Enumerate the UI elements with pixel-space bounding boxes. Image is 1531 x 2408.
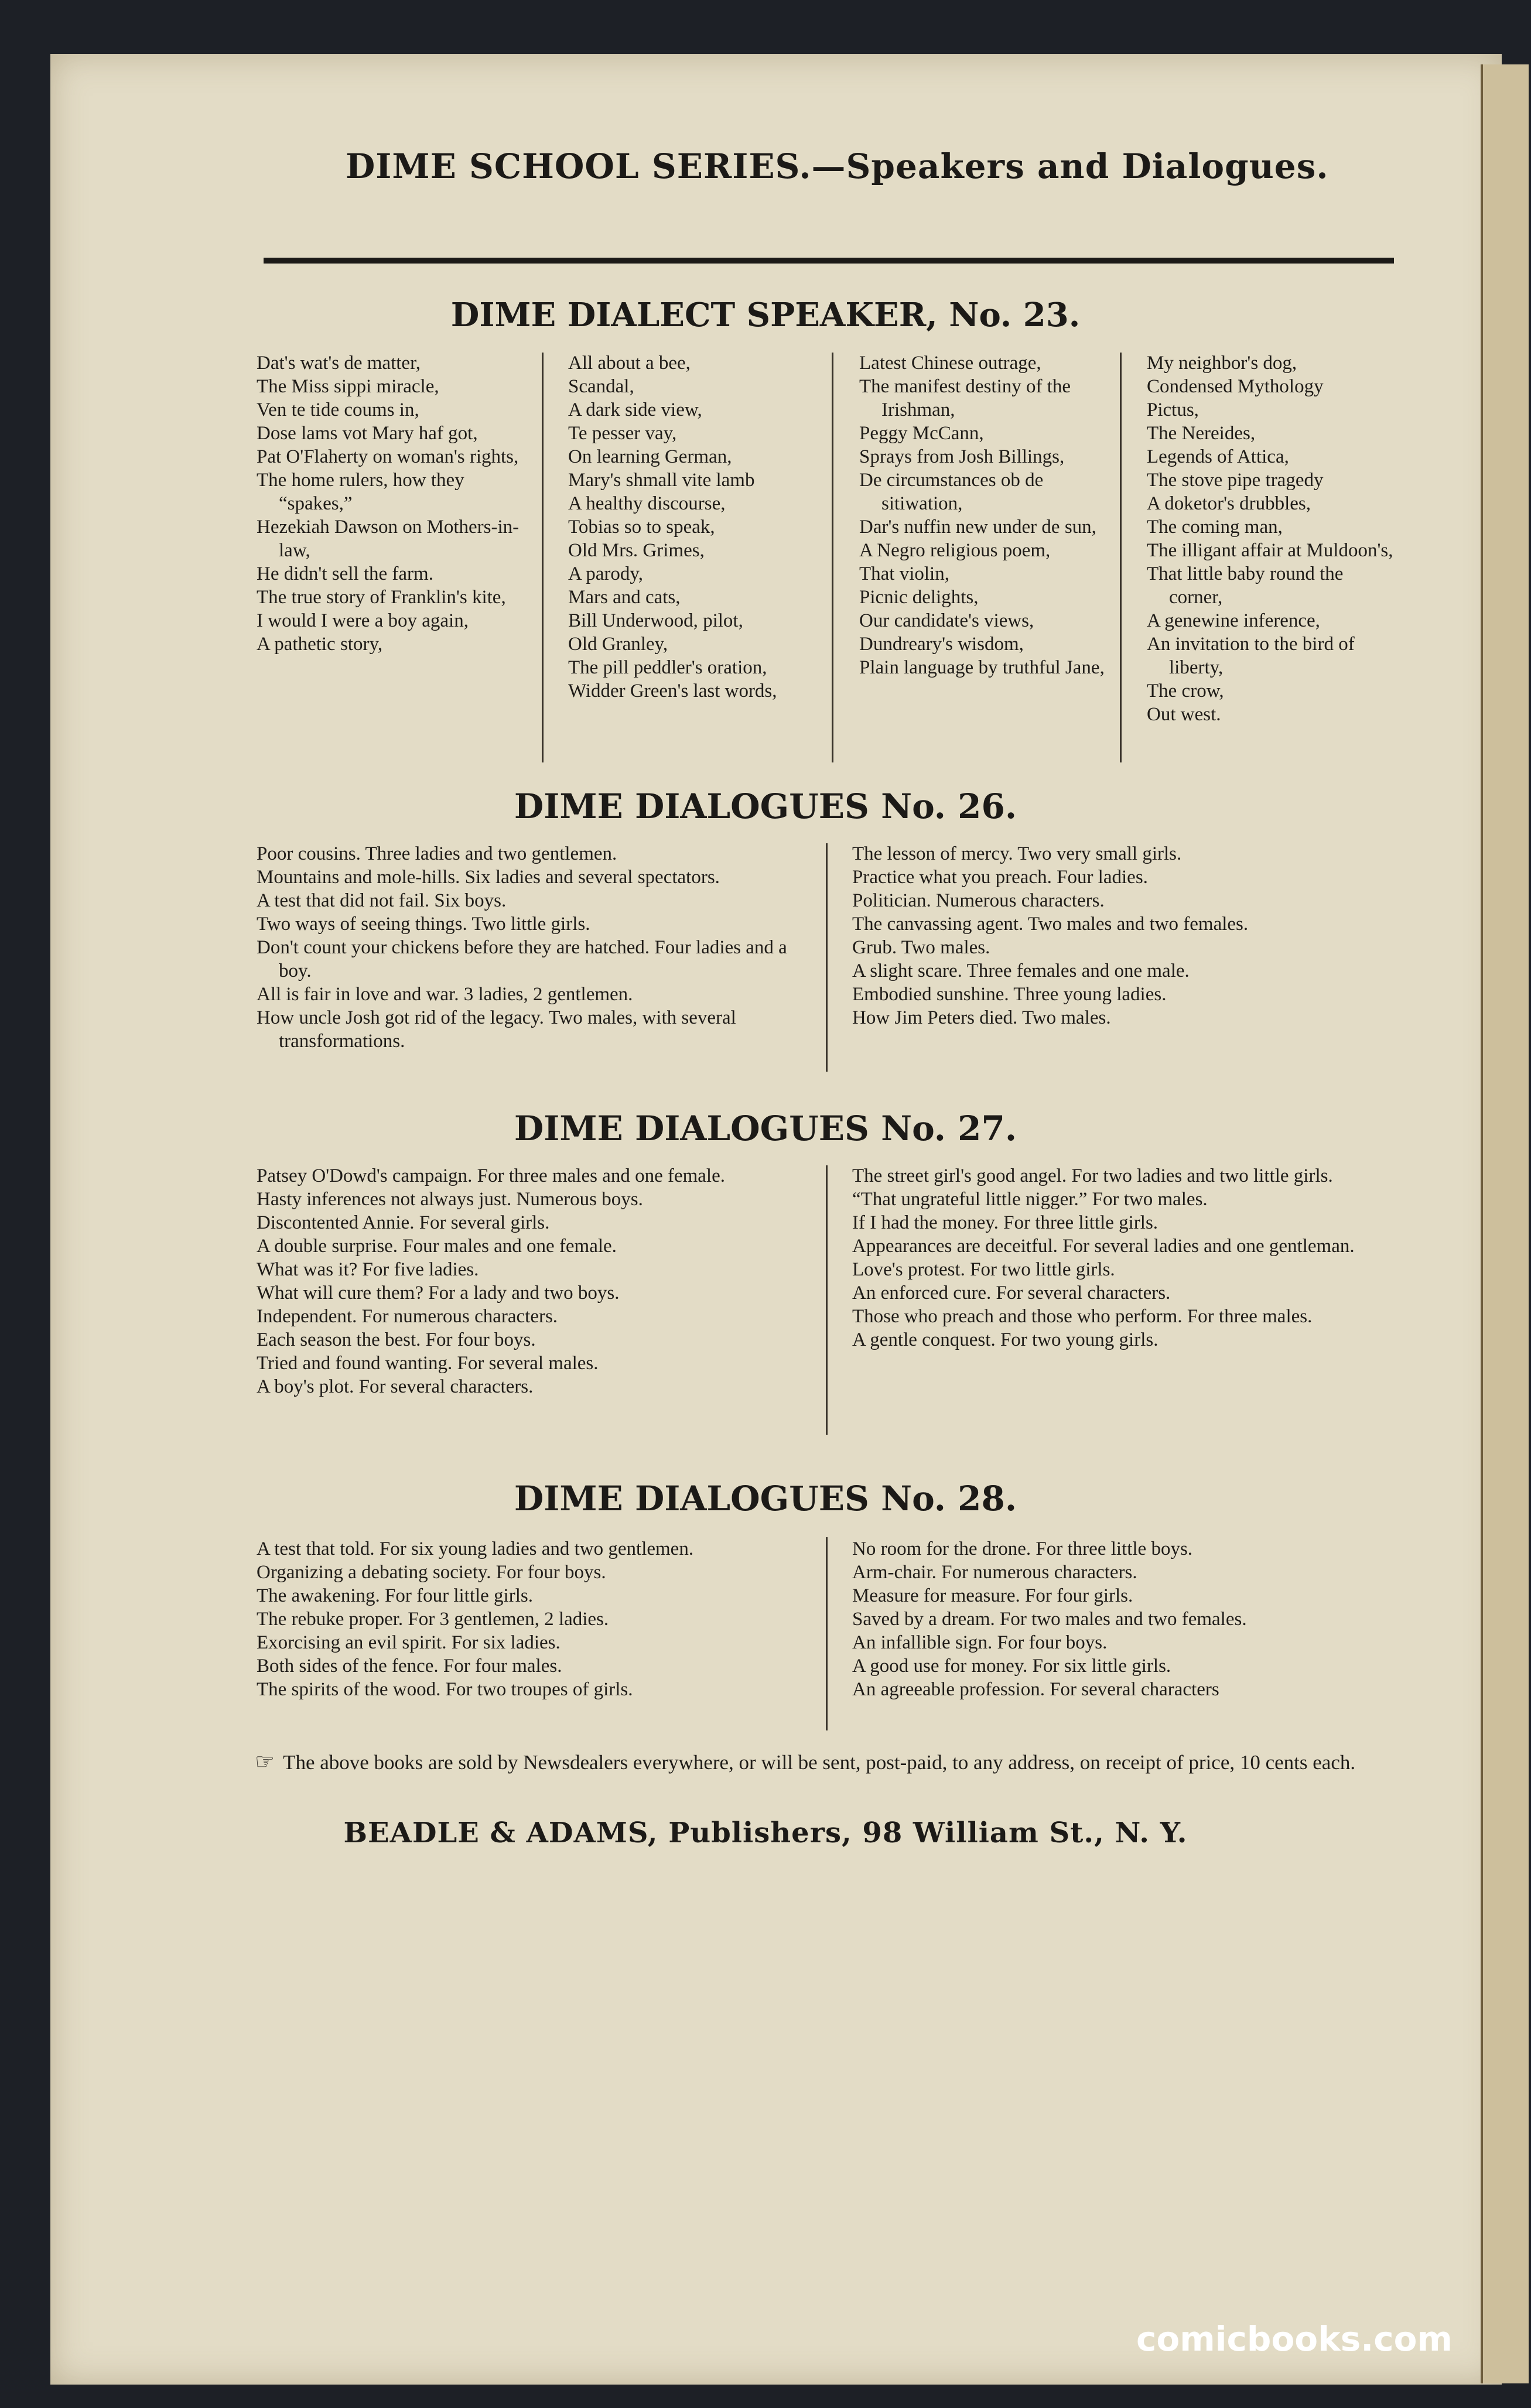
list-item: A doketor's drubbles,: [1147, 493, 1311, 514]
list-item: All about a bee,: [568, 353, 691, 374]
list-item: A Negro religious poem,: [859, 540, 1051, 561]
list-item: An infallible sign. For four boys.: [852, 1632, 1108, 1653]
list-item: The awakening. For four little girls.: [257, 1585, 533, 1606]
list-item: The coming man,: [1147, 517, 1283, 538]
list-item: Organizing a debating society. For four boys.: [257, 1562, 606, 1583]
list-item: Dose lams vot Mary haf got,: [257, 423, 478, 444]
list-item: On learning German,: [568, 446, 732, 467]
list-item: Tobias so to speak,: [568, 517, 715, 538]
list-item: The canvassing agent. Two males and two females.: [852, 914, 1249, 935]
list-item: I would I were a boy again,: [257, 610, 469, 631]
list-item: Poor cousins. Three ladies and two gentlemen.: [257, 843, 617, 864]
list-item: He didn't sell the farm.: [257, 563, 433, 584]
list-item: Two ways of seeing things. Two little girls.: [257, 914, 590, 935]
header-rule: [264, 258, 1394, 264]
list-item: Arm-chair. For numerous characters.: [852, 1562, 1137, 1583]
list-item: How uncle Josh got rid of the legacy. Two males, with several transformations.: [257, 1007, 736, 1052]
list-item: Politician. Numerous characters.: [852, 890, 1105, 911]
list-item: Both sides of the fence. For four males.: [257, 1656, 562, 1677]
list-item: How Jim Peters died. Two males.: [852, 1007, 1111, 1028]
list-item: A test that did not fail. Six boys.: [257, 890, 507, 911]
list-item: Plain language by truthful Jane,: [859, 657, 1105, 678]
list-item: Measure for measure. For four girls.: [852, 1585, 1133, 1606]
ordering-note: [255, 1750, 1403, 1775]
list-item: Our candidate's views,: [859, 610, 1034, 631]
dialogues-26-column-2: [852, 842, 1403, 1029]
publisher-imprint: BEADLE & ADAMS, Publishers, 98 William St., N. Y.: [343, 1817, 1188, 1849]
list-item: The manifest destiny of the Irishman,: [859, 376, 1071, 420]
column-divider: [826, 843, 828, 1072]
section-title-dialogues-28: DIME DIALOGUES No. 28.: [514, 1479, 1017, 1518]
list-item: A good use for money. For six little girls.: [852, 1656, 1171, 1677]
column-divider: [832, 353, 833, 762]
book-spine: [1481, 64, 1529, 2383]
list-item: Picnic delights,: [859, 587, 979, 608]
list-item: A genewine inference,: [1147, 610, 1320, 631]
list-item: Sprays from Josh Billings,: [859, 446, 1065, 467]
list-item: Dar's nuffin new under de sun,: [859, 517, 1096, 538]
list-item: What will cure them? For a lady and two boys.: [257, 1282, 620, 1304]
dialogues-28-column-1: [257, 1537, 819, 1701]
list-item: Out west.: [1147, 704, 1221, 725]
series-header: DIME SCHOOL SERIES.—Speakers and Dialogues.: [346, 146, 1329, 186]
list-item: Bill Underwood, pilot,: [568, 610, 743, 631]
list-item: A double surprise. Four males and one female.: [257, 1236, 617, 1257]
list-item: Tried and found wanting. For several males.: [257, 1353, 599, 1374]
list-item: That violin,: [859, 563, 949, 584]
speaker-23-column-2: [568, 351, 826, 703]
list-item: A test that told. For six young ladies and two gentlemen.: [257, 1538, 694, 1559]
list-item: Each season the best. For four boys.: [257, 1329, 536, 1350]
section-title-dialogues-27: DIME DIALOGUES No. 27.: [514, 1109, 1017, 1148]
list-item: Mary's shmall vite lamb: [568, 470, 755, 491]
list-item: The street girl's good angel. For two ladies and two little girls.: [852, 1165, 1333, 1186]
list-item: Embodied sunshine. Three young ladies.: [852, 984, 1167, 1005]
list-item: The home rulers, how they “spakes,”: [257, 470, 464, 514]
list-item: An invitation to the bird of liberty,: [1147, 634, 1355, 678]
list-item: Dat's wat's de matter,: [257, 353, 421, 374]
list-item: Patsey O'Dowd's campaign. For three males and one female.: [257, 1165, 725, 1186]
list-item: The rebuke proper. For 3 gentlemen, 2 ladies.: [257, 1609, 609, 1630]
list-item: Old Granley,: [568, 634, 668, 655]
speaker-23-column-1: [257, 351, 532, 656]
list-item: The Miss sippi miracle,: [257, 376, 439, 397]
list-item: A boy's plot. For several characters.: [257, 1376, 534, 1397]
section-title-dialogues-26: DIME DIALOGUES No. 26.: [514, 786, 1017, 826]
list-item: Scandal,: [568, 376, 634, 397]
list-item: Those who preach and those who perform. For three males.: [852, 1306, 1313, 1327]
list-item: Old Mrs. Grimes,: [568, 540, 705, 561]
dialogues-27-column-2: [852, 1164, 1403, 1352]
list-item: What was it? For five ladies.: [257, 1259, 479, 1280]
list-item: Te pesser vay,: [568, 423, 677, 444]
list-item: That little baby round the corner,: [1147, 563, 1344, 608]
column-divider: [826, 1165, 828, 1435]
list-item: An enforced cure. For several characters.: [852, 1282, 1171, 1304]
list-item: A dark side view,: [568, 399, 702, 420]
list-item: Don't count your chickens before they are hatched. Four ladies and a boy.: [257, 937, 787, 981]
list-item: Legends of Attica,: [1147, 446, 1289, 467]
list-item: Mars and cats,: [568, 587, 681, 608]
list-item: Widder Green's last words,: [568, 680, 777, 702]
list-item: The illigant affair at Muldoon's,: [1147, 540, 1393, 561]
list-item: Condensed Mythology: [1147, 376, 1324, 397]
list-item: Latest Chinese outrage,: [859, 353, 1041, 374]
section-title-speaker-23: DIME DIALECT SPEAKER, No. 23.: [450, 296, 1081, 334]
list-item: Ven te tide coums in,: [257, 399, 419, 420]
dialogues-28-column-2: [852, 1537, 1403, 1701]
list-item: Mountains and mole-hills. Six ladies and several spectators.: [257, 867, 720, 888]
speaker-23-column-4: [1147, 351, 1399, 726]
list-item: Pictus,: [1147, 399, 1199, 420]
list-item: A parody,: [568, 563, 644, 584]
dialogues-26-column-1: [257, 842, 807, 1053]
list-item: No room for the drone. For three little boys.: [852, 1538, 1193, 1559]
list-item: Love's protest. For two little girls.: [852, 1259, 1115, 1280]
list-item: The true story of Franklin's kite,: [257, 587, 506, 608]
list-item: The stove pipe tragedy: [1147, 470, 1324, 491]
speaker-23-column-3: [859, 351, 1117, 679]
list-item: The pill peddler's oration,: [568, 657, 767, 678]
list-item: A slight scare. Three females and one male.: [852, 960, 1190, 981]
column-divider: [826, 1537, 828, 1730]
list-item: If I had the money. For three little girls.: [852, 1212, 1158, 1233]
ordering-note-text: The above books are sold by Newsdealers everywhere, or will be sent, post-paid, to any address, on receipt of price, 10 cents each.: [283, 1751, 1356, 1774]
pointing-hand-icon: ☞: [255, 1750, 275, 1774]
list-item: A pathetic story,: [257, 634, 383, 655]
list-item: All is fair in love and war. 3 ladies, 2 gentlemen.: [257, 984, 633, 1005]
list-item: The crow,: [1147, 680, 1224, 702]
column-divider: [542, 353, 544, 762]
dialogues-27-column-1: [257, 1164, 819, 1398]
list-item: “That ungrateful little nigger.” For two males.: [852, 1189, 1208, 1210]
list-item: Exorcising an evil spirit. For six ladies.: [257, 1632, 561, 1653]
list-item: A healthy discourse,: [568, 493, 726, 514]
list-item: The spirits of the wood. For two troupes of girls.: [257, 1679, 633, 1700]
list-item: Peggy McCann,: [859, 423, 984, 444]
list-item: Dundreary's wisdom,: [859, 634, 1024, 655]
list-item: The Nereides,: [1147, 423, 1256, 444]
list-item: My neighbor's dog,: [1147, 353, 1297, 374]
column-divider: [1120, 353, 1122, 762]
list-item: Appearances are deceitful. For several ladies and one gentleman.: [852, 1236, 1355, 1257]
list-item: Discontented Annie. For several girls.: [257, 1212, 550, 1233]
list-item: A gentle conquest. For two young girls.: [852, 1329, 1158, 1350]
list-item: Independent. For numerous characters.: [257, 1306, 558, 1327]
list-item: Pat O'Flaherty on woman's rights,: [257, 446, 519, 467]
list-item: An agreeable profession. For several characters: [852, 1679, 1219, 1700]
list-item: Practice what you preach. Four ladies.: [852, 867, 1148, 888]
list-item: Grub. Two males.: [852, 937, 990, 958]
list-item: De circumstances ob de sitiwation,: [859, 470, 1044, 514]
list-item: Hezekiah Dawson on Mothers-in-law,: [257, 517, 520, 561]
list-item: Hasty inferences not always just. Numerous boys.: [257, 1189, 643, 1210]
list-item: The lesson of mercy. Two very small girls.: [852, 843, 1182, 864]
watermark: comicbooks.com: [1136, 2319, 1453, 2359]
list-item: Saved by a dream. For two males and two females.: [852, 1609, 1247, 1630]
